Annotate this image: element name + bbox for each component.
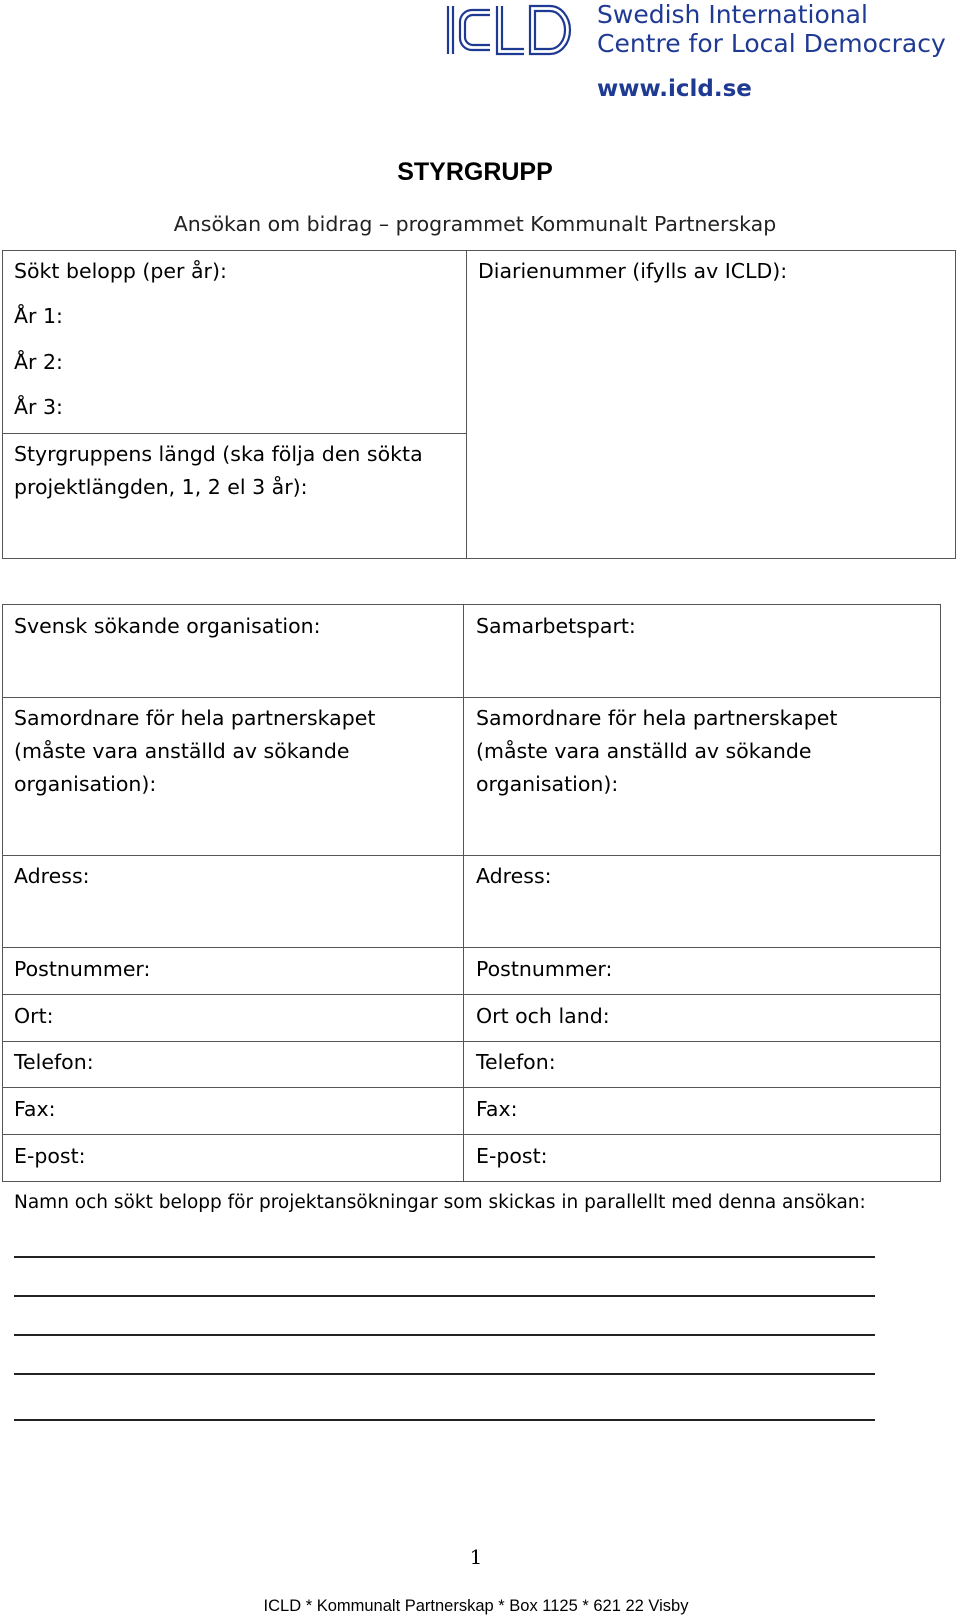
page-subtitle: Ansökan om bidrag – programmet Kommunalt Partnerskap <box>173 212 777 236</box>
right-coordinator-line2: (måste vara anställd av sökande <box>476 739 812 763</box>
logo-text-line1: Swedish International <box>597 0 868 29</box>
right-city-country-field[interactable]: Ort och land: <box>476 1004 610 1028</box>
left-phone-field[interactable]: Telefon: <box>14 1050 94 1074</box>
write-line[interactable] <box>14 1373 875 1375</box>
page-number: 1 <box>469 1545 483 1569</box>
left-email-field[interactable]: E-post: <box>14 1144 86 1168</box>
right-phone-field[interactable]: Telefon: <box>476 1050 556 1074</box>
logo-text-line2: Centre for Local Democracy <box>597 29 946 58</box>
footer-address: ICLD * Kommunalt Partnerskap * Box 1125 * 621 22 Visby <box>263 1597 689 1615</box>
swedish-org-field[interactable]: Svensk sökande organisation: <box>14 614 321 638</box>
right-email-field[interactable]: E-post: <box>476 1144 548 1168</box>
write-line[interactable] <box>14 1295 875 1297</box>
page-title: STYRGRUPP <box>397 158 553 186</box>
right-coordinator-line1: Samordnare för hela partnerskapet <box>476 706 838 730</box>
logo-url[interactable]: www.icld.se <box>597 76 752 102</box>
year2-field[interactable]: År 2: <box>14 350 63 374</box>
partner-org-field[interactable]: Samarbetspart: <box>476 614 636 638</box>
write-line[interactable] <box>14 1419 875 1421</box>
parallel-applications-label: Namn och sökt belopp för projektansökningar som skickas in parallellt med denna ansökan: <box>14 1192 866 1213</box>
right-postcode-field[interactable]: Postnummer: <box>476 957 613 981</box>
requested-amount-label: Sökt belopp (per år): <box>14 259 227 283</box>
year3-field[interactable]: År 3: <box>14 395 63 419</box>
left-address-field[interactable]: Adress: <box>14 864 90 888</box>
left-fax-field[interactable]: Fax: <box>14 1097 56 1121</box>
left-coordinator-field[interactable]: organisation): <box>14 772 157 796</box>
right-fax-field[interactable]: Fax: <box>476 1097 518 1121</box>
year1-field[interactable]: År 1: <box>14 304 63 328</box>
left-coordinator-line1: Samordnare för hela partnerskapet <box>14 706 376 730</box>
left-coordinator-line2: (måste vara anställd av sökande <box>14 739 350 763</box>
right-address-field[interactable]: Adress: <box>476 864 552 888</box>
left-city-field[interactable]: Ort: <box>14 1004 54 1028</box>
length-field[interactable]: projektlängden, 1, 2 el 3 år): <box>14 475 308 499</box>
right-coordinator-field[interactable]: organisation): <box>476 772 619 796</box>
write-line[interactable] <box>14 1256 875 1258</box>
diary-number-field[interactable]: Diarienummer (ifylls av ICLD): <box>478 259 788 283</box>
length-label-line1: Styrgruppens längd (ska följa den sökta <box>14 442 423 466</box>
left-postcode-field[interactable]: Postnummer: <box>14 957 151 981</box>
write-line[interactable] <box>14 1334 875 1336</box>
icld-logo-mark <box>444 2 584 58</box>
